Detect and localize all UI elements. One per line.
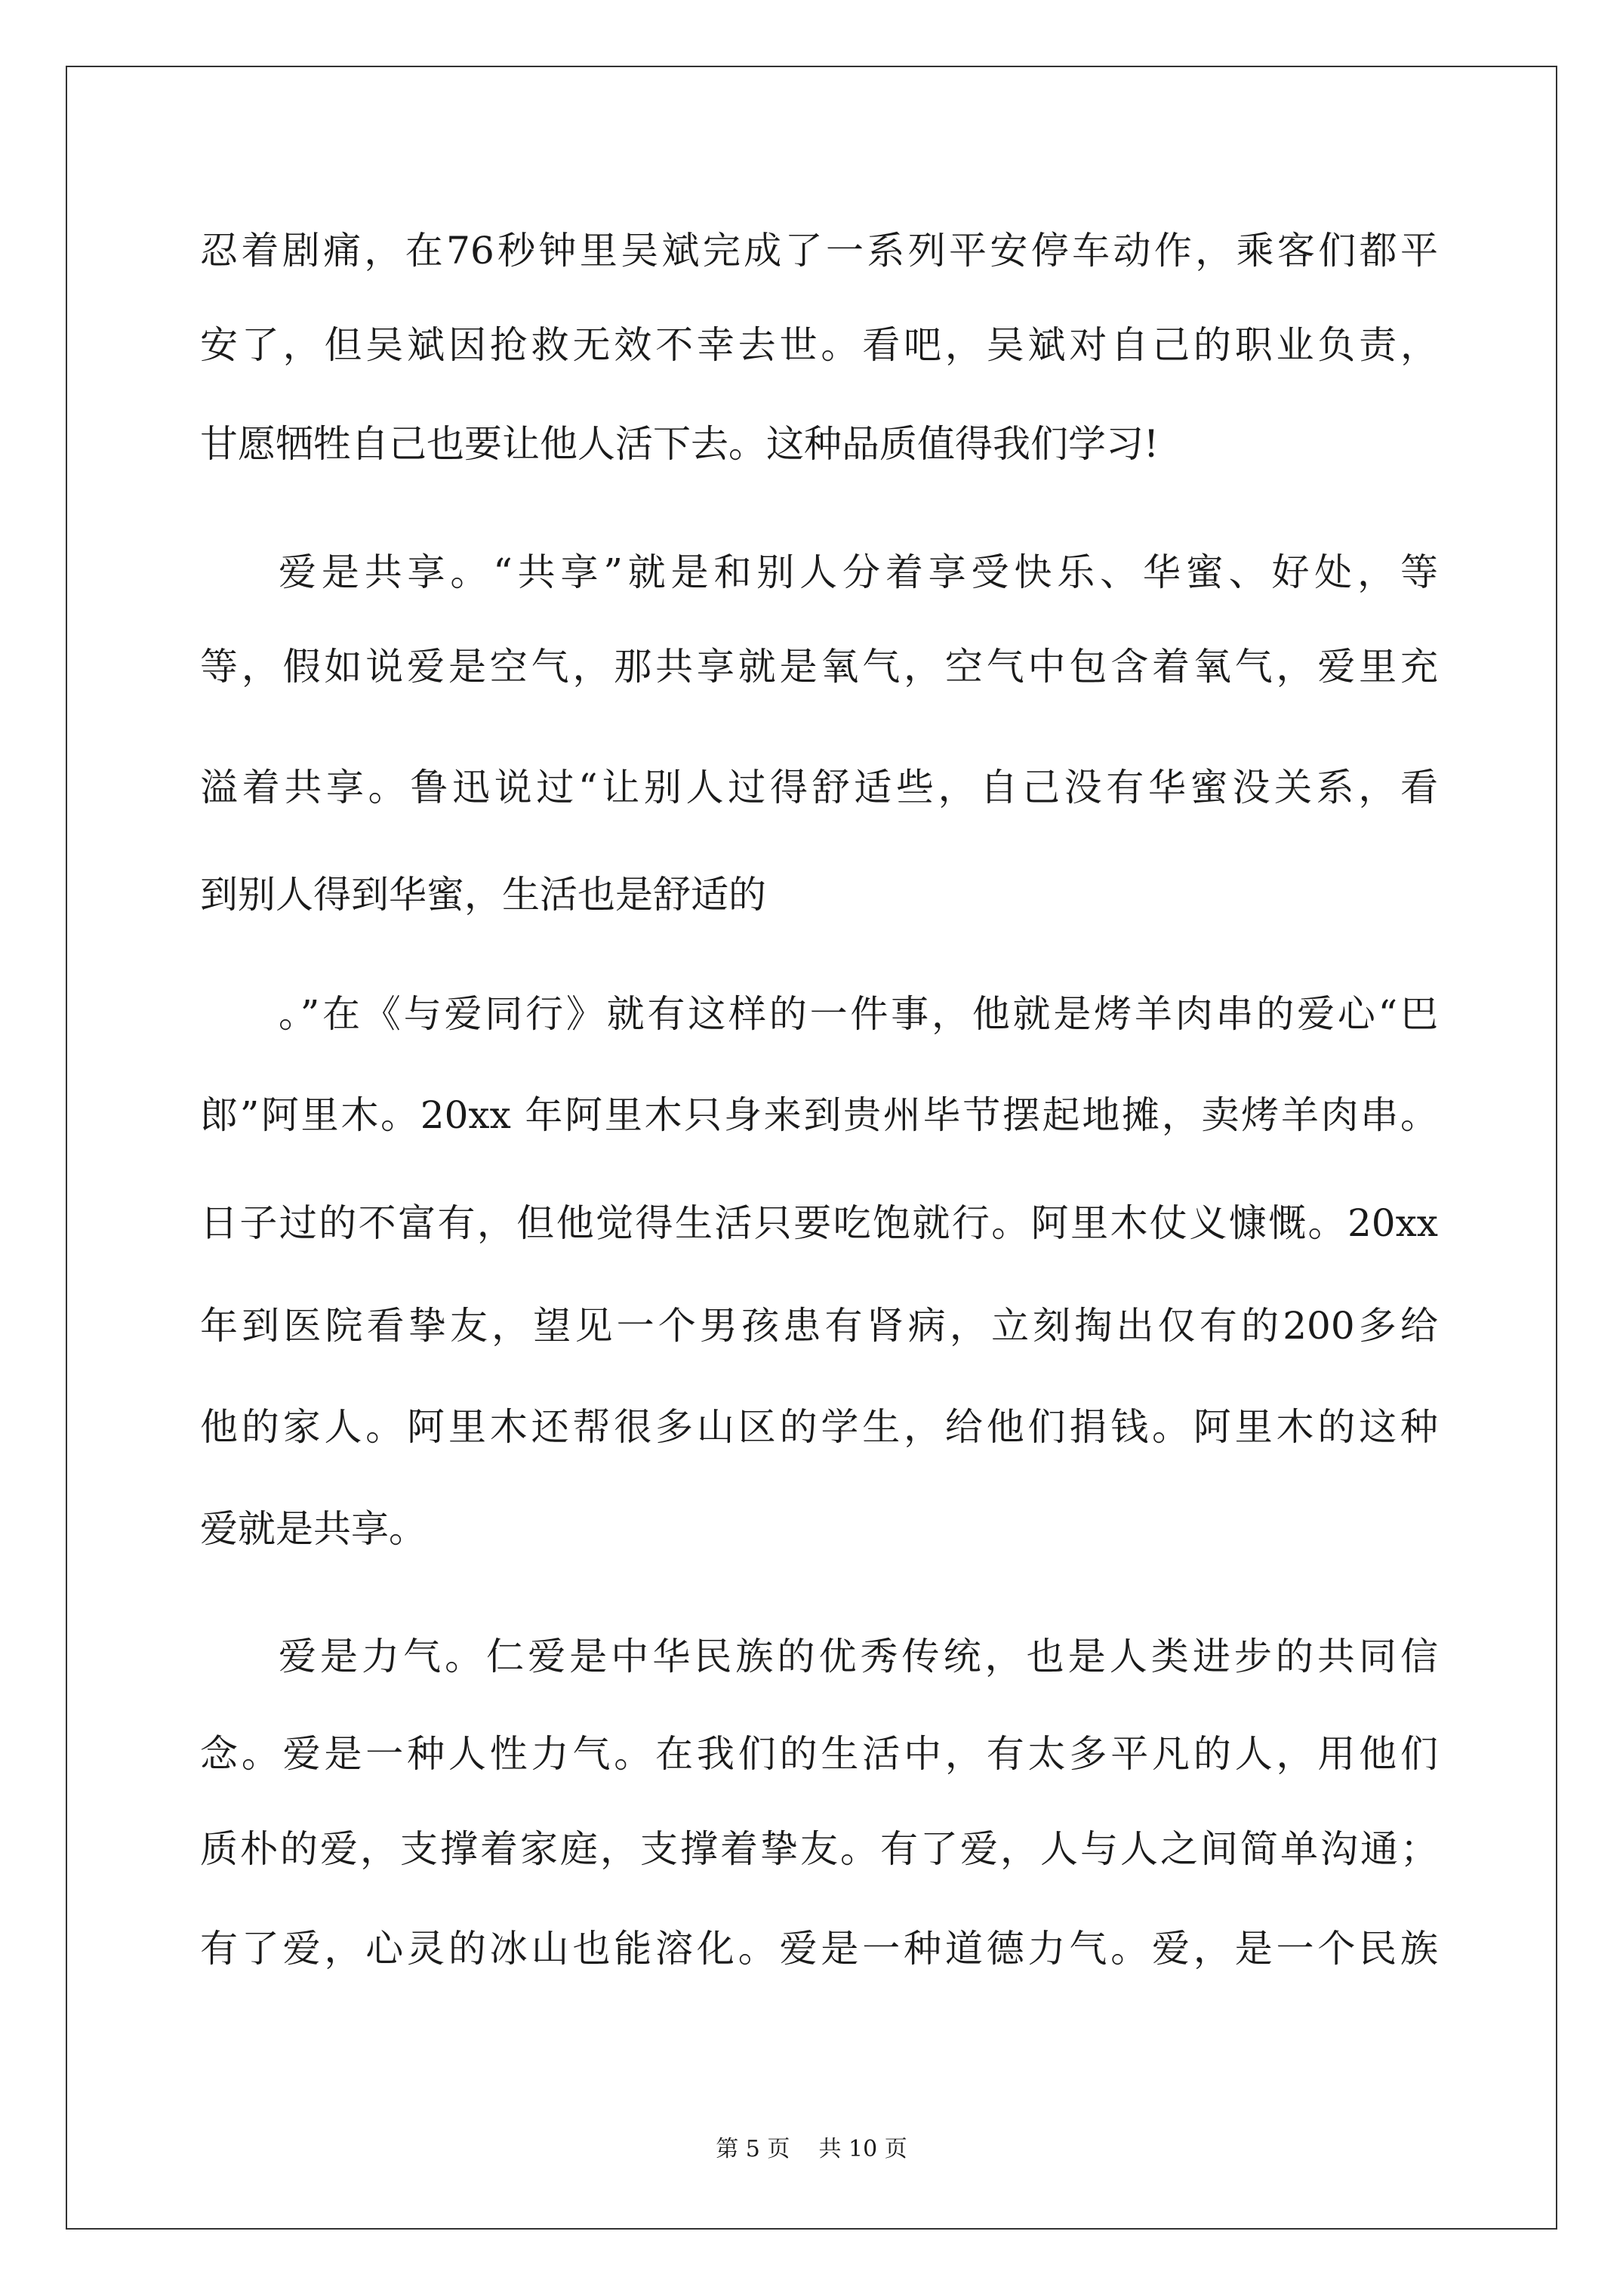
text-line: 念。爱是一种人性力气。在我们的生活中，有太多平凡的人，用他们	[200, 1732, 1438, 1776]
text-line: 等，假如说爱是空气，那共享就是氧气，空气中包含着氧气，爱里充	[200, 645, 1438, 689]
text-line: 。”在《与爱同行》就有这样的一件事，他就是烤羊肉串的爱心“巴	[279, 992, 1438, 1036]
page-border	[66, 66, 1557, 2230]
text-line: 爱是力气。仁爱是中华民族的优秀传统，也是人类进步的共同信	[279, 1635, 1438, 1678]
text-line: 安了，但吴斌因抢救无效不幸去世。看吧，吴斌对自己的职业负责，	[200, 323, 1438, 367]
text-line: 甘愿牺牲自己也要让他人活下去。这种品质值得我们学习!	[200, 422, 1160, 466]
text-line: 爱是共享。“共享”就是和别人分着享受快乐、华蜜、好处，等	[279, 550, 1438, 594]
text-line: 日子过的不富有，但他觉得生活只要吃饱就行。阿里木仗义慷慨。20xx	[200, 1201, 1438, 1245]
text-line: 溢着共享。鲁迅说过“让别人过得舒适些，自己没有华蜜没关系，看	[200, 766, 1438, 809]
text-line: 到别人得到华蜜，生活也是舒适的	[200, 873, 766, 917]
text-line: 郎”阿里木。20xx 年阿里木只身来到贵州毕节摆起地摊，卖烤羊肉串。	[200, 1093, 1438, 1137]
text-line: 有了爱，心灵的冰山也能溶化。爱是一种道德力气。爱，是一个民族	[200, 1927, 1438, 1971]
text-line: 他的家人。阿里木还帮很多山区的学生，给他们捐钱。阿里木的这种	[200, 1405, 1438, 1449]
text-line: 质朴的爱，支撑着家庭，支撑着挚友。有了爱，人与人之间简单沟通；	[200, 1827, 1438, 1871]
text-line: 年到医院看挚友，望见一个男孩患有肾病，立刻掏出仅有的200多给	[200, 1304, 1438, 1348]
text-line: 忍着剧痛，在76秒钟里吴斌完成了一系列平安停车动作，乘客们都平	[200, 229, 1438, 273]
text-line: 爱就是共享。	[200, 1507, 427, 1551]
page-footer: 第 5 页 共 10 页	[716, 2136, 907, 2162]
